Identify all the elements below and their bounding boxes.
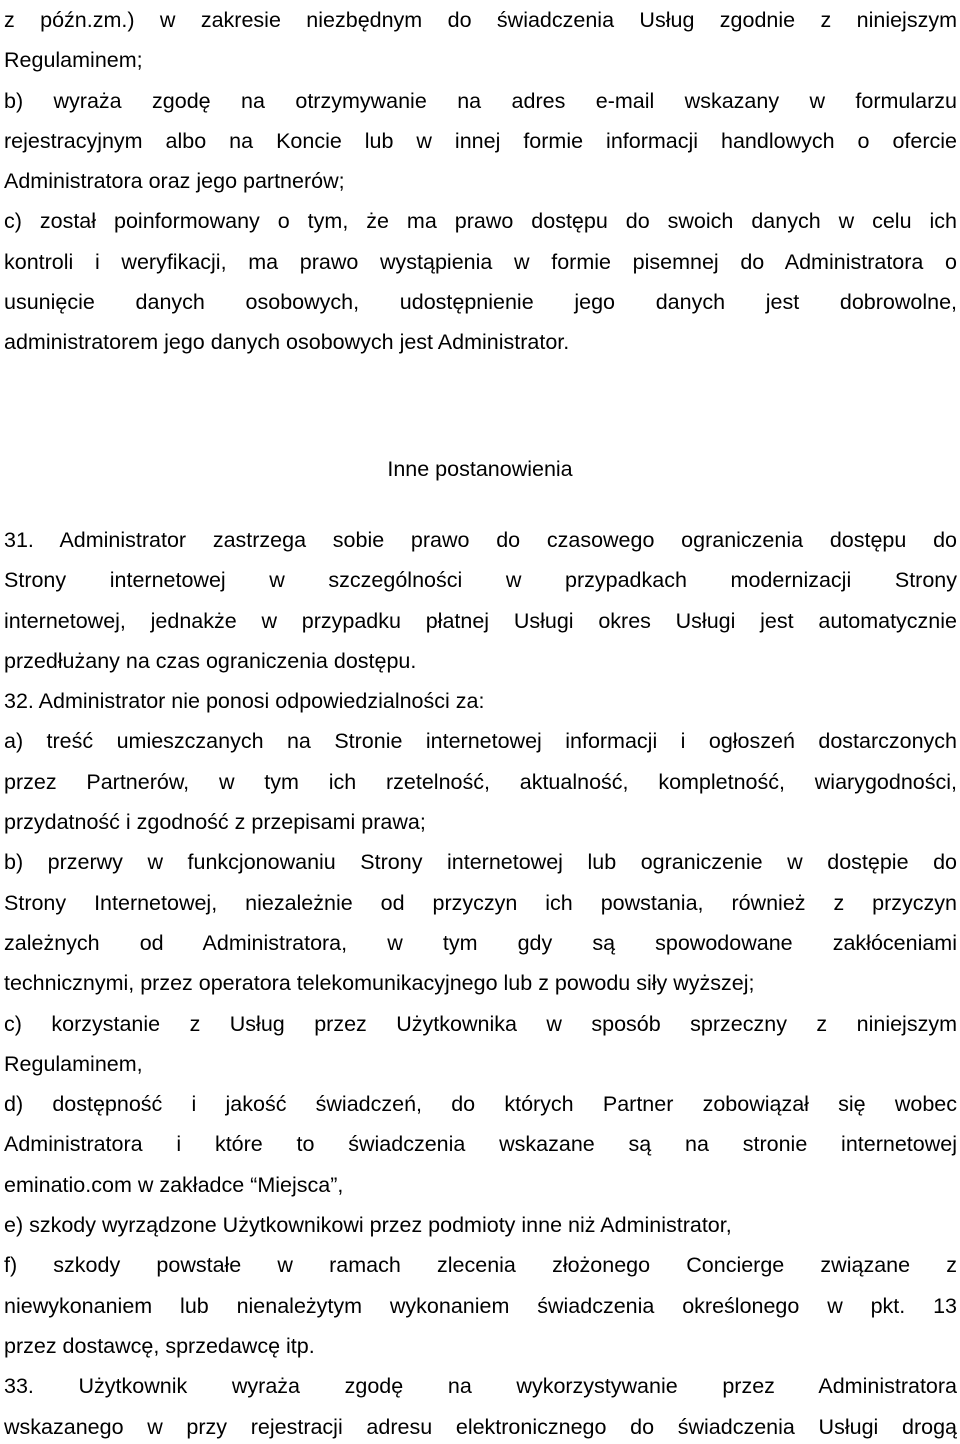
text-line: rejestracyjnym albo na Koncie lub w innej formie informacji handlowych o ofercie [4, 128, 957, 153]
provision-33-line: wskazanego w przy rejestracji adresu elektronicznego do świadczenia Usługi drogą [4, 1414, 957, 1439]
provision-32-item-line: zależnych od Administratora, w tym gdy są spowodowane zakłóceniami [4, 930, 957, 955]
provisions-list [4, 520, 957, 1444]
provision-31-line: przedłużany na czas ograniczenia dostępu. [4, 648, 417, 673]
provision-32-item-line: przydatność i zgodność z przepisami prawa; [4, 810, 426, 835]
text-line: z późn.zm.) w zakresie niezbędnym do świadczenia Usług zgodnie z niniejszym [4, 8, 957, 32]
provision-32-item-line: d) dostępność i jakość świadczeń, do których Partner zobowiązał się wobec [4, 1092, 957, 1117]
provision-32-item-line: c) korzystanie z Usług przez Użytkownika w sposób sprzeczny z niniejszym [4, 1011, 957, 1036]
provision-32-item-line: f) szkody powstałe w ramach zlecenia złożonego Concierge związane z [4, 1253, 957, 1278]
provision-32-item-line: technicznymi, przez operatora telekomunikacyjnego lub z powodu siły wyższej; [4, 971, 755, 996]
provision-32-item-line: a) treść umieszczanych na Stronie internetowej informacji i ogłoszeń dostarczonych [4, 729, 957, 754]
text-line: b) wyraża zgodę na otrzymywanie na adres e-mail wskazany w formularzu [4, 88, 957, 113]
text-line: Regulaminem; [4, 48, 143, 73]
text-line: c) został poinformowany o tym, że ma prawo dostępu do swoich danych w celu ich [4, 209, 957, 234]
provision-32-item-line: Strony Internetowej, niezależnie od przyczyn ich powstania, również z przyczyn [4, 890, 957, 915]
provision-31-line: Strony internetowej w szczególności w przypadkach modernizacji Strony [4, 568, 957, 593]
provision-32-item-line: przez Partnerów, w tym ich rzetelność, aktualność, kompletność, wiarygodności, [4, 769, 957, 794]
section-heading: Inne postanowienia [387, 457, 573, 481]
provision-32-item-line: niewykonaniem lub nienależytym wykonaniem świadczenia określonego w pkt. 13 [4, 1293, 957, 1318]
provision-31-line: 31. Administrator zastrzega sobie prawo do czasowego ograniczenia dostępu do [4, 528, 957, 552]
provision-32-item-line: Regulaminem, [4, 1051, 143, 1076]
provision-32-item-line: przez dostawcę, sprzedawcę itp. [4, 1333, 315, 1358]
provision-31-line: internetowej, jednakże w przypadku płatnej Usługi okres Usługi jest automatycznie [4, 608, 957, 633]
provision-32-item-line: b) przerwy w funkcjonowaniu Strony internetowej lub ograniczenie w dostępie do [4, 850, 957, 875]
consent-clauses [4, 0, 957, 363]
provision-33-line: 33. Użytkownik wyraża zgodę na wykorzystywanie przez Administratora [4, 1374, 957, 1399]
text-line: usunięcie danych osobowych, udostępnienie jego danych jest dobrowolne, [4, 290, 957, 315]
text-line: administratorem jego danych osobowych jest Administrator. [4, 330, 570, 355]
provision-32-line: 32. Administrator nie ponosi odpowiedzialności za: [4, 689, 485, 714]
provision-32-item-line: e) szkody wyrządzone Użytkownikowi przez podmioty inne niż Administrator, [4, 1213, 732, 1238]
provision-32-item-line: Administratora i które to świadczenia wskazane są na stronie internetowej [4, 1132, 957, 1157]
text-line: kontroli i weryfikacji, ma prawo wystąpienia w formie pisemnej do Administratora o [4, 249, 957, 274]
provision-32-item-line: eminatio.com w zakładce “Miejsca”, [4, 1172, 344, 1197]
text-line: Administratora oraz jego partnerów; [4, 169, 345, 194]
